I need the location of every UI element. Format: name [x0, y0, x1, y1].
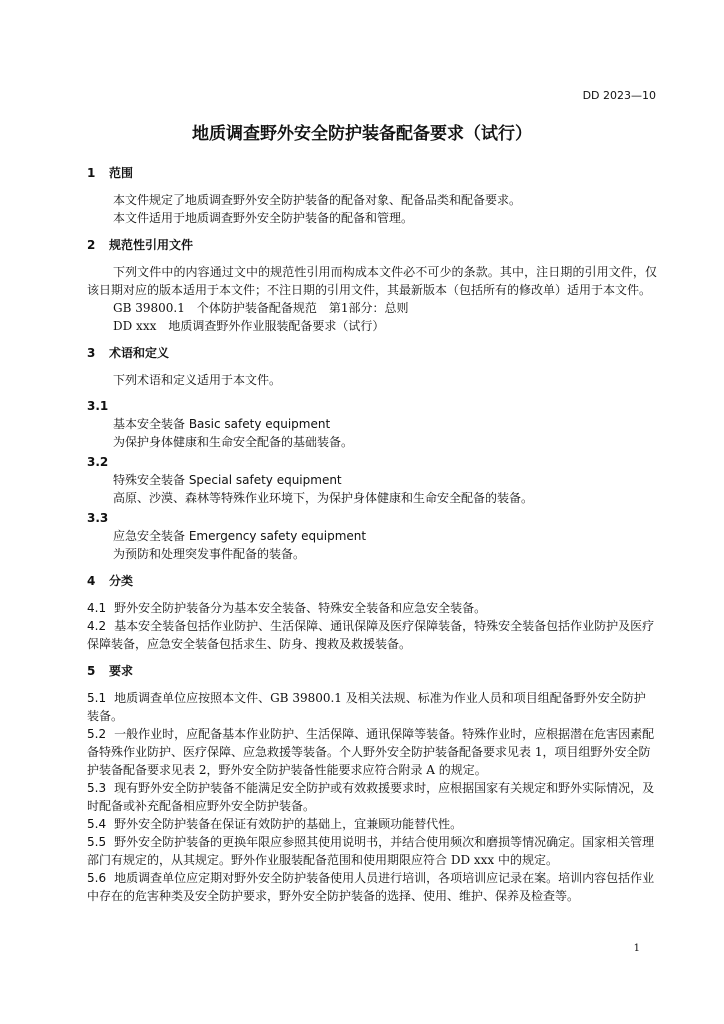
clause-text: 现有野外安全防护装备不能满足安全防护或有效救援要求时，应根据国家有关规定和野外实际情况，及时配备或补充配备相应野外安全防护装备。 — [87, 781, 655, 813]
term-number: 3.1 — [87, 399, 109, 413]
clause — [87, 869, 657, 905]
clause — [87, 815, 657, 833]
section-number: 3 — [87, 346, 96, 360]
reference-item: DD xxx 地质调查野外作业服装配备要求（试行） — [113, 319, 385, 333]
paragraph: 本文件规定了地质调查野外安全防护装备的配备对象、配备品类和配备要求。 — [113, 193, 522, 207]
clause — [87, 617, 657, 653]
section-heading-requirements — [87, 662, 657, 680]
clause-text: 野外安全防护装备分为基本安全装备、特殊安全装备和应急安全装备。 — [114, 601, 487, 615]
clause — [87, 725, 657, 779]
section-heading-scope — [87, 164, 657, 182]
term-number: 3.2 — [87, 455, 109, 469]
term-definition: 为保护身体健康和生命安全配备的基础装备。 — [113, 435, 354, 449]
page-number: 1 — [633, 943, 640, 954]
section-heading-classification — [87, 572, 657, 590]
term-name: 应急安全装备 Emergency safety equipment — [113, 529, 367, 543]
section-title: 分类 — [109, 574, 134, 588]
term-definition: 为预防和处理突发事件配备的装备。 — [113, 547, 306, 561]
clause-text: 一般作业时，应配备基本作业防护、生活保障、通讯保障等装备。特殊作业时，应根据潜在危害因素配备特殊作业防护、医疗保障、应急救援等装备。个人野外安全防护装备配备要求见表 1，项目组野外安全防护装备配备要求见表 2，野外安全防护装备性能要求应符合附录 A 的规定。 — [87, 727, 655, 777]
document-code: DD 2023—10 — [582, 89, 656, 102]
term-name: 特殊安全装备 Special safety equipment — [113, 473, 342, 487]
reference-item: GB 39800.1 个体防护装备配备规范 第1部分：总则 — [113, 301, 409, 315]
section-number: 5 — [87, 664, 96, 678]
clause — [87, 779, 657, 815]
clause-number: 5.3 — [87, 781, 107, 795]
clause-number: 5.4 — [87, 817, 107, 831]
section-title: 范围 — [109, 166, 134, 180]
clause-number: 4.2 — [87, 619, 107, 633]
term-number: 3.3 — [87, 511, 109, 525]
clause-number: 5.1 — [87, 691, 107, 705]
section-title: 要求 — [109, 664, 134, 678]
term-name: 基本安全装备 Basic safety equipment — [113, 417, 331, 431]
clause-text: 基本安全装备包括作业防护、生活保障、通讯保障及医疗保障装备，特殊安全装备包括作业防护及医疗保障装备，应急安全装备包括求生、防身、搜救及救援装备。 — [87, 619, 655, 651]
clause-number: 5.6 — [87, 871, 107, 885]
clause-number: 5.2 — [87, 727, 107, 741]
clause-text: 野外安全防护装备的更换年限应参照其使用说明书，并结合使用频次和磨损等情况确定。国家相关管理部门有规定的，从其规定。野外作业服装配备范围和使用期限应符合 DD xxx 中的规定。 — [87, 835, 655, 867]
clause-text: 地质调查单位应定期对野外安全防护装备使用人员进行培训，各项培训应记录在案。培训内容包括作业中存在的危害种类及安全防护要求，野外安全防护装备的选择、使用、维护、保养及检查等。 — [87, 871, 655, 903]
clause — [87, 599, 657, 617]
section-heading-references — [87, 236, 657, 254]
clause-text: 地质调查单位应按照本文件、GB 39800.1 及相关法规、标准为作业人员和项目组配备野外安全防护装备。 — [87, 691, 646, 723]
term-definition: 高原、沙漠、森林等特殊作业环境下，为保护身体健康和生命安全配备的装备。 — [113, 491, 534, 505]
clause-number: 5.5 — [87, 835, 107, 849]
clause — [87, 689, 657, 725]
section-heading-terms — [87, 344, 657, 362]
document-body — [87, 155, 657, 905]
section-number: 4 — [87, 574, 96, 588]
paragraph: 下列文件中的内容通过文中的规范性引用而构成本文件必不可少的条款。其中，注日期的引用文件，仅该日期对应的版本适用于本文件；不注日期的引用文件，其最新版本（包括所有的修改单）适用于本文件。 — [87, 265, 657, 297]
document-title: 地质调查野外安全防护装备配备要求（试行） — [192, 124, 532, 144]
clause — [87, 833, 657, 869]
paragraph: 本文件适用于地质调查野外安全防护装备的配备和管理。 — [113, 211, 414, 225]
clause-number: 4.1 — [87, 601, 107, 615]
section-number: 1 — [87, 166, 96, 180]
paragraph: 下列术语和定义适用于本文件。 — [113, 373, 282, 387]
section-title: 术语和定义 — [109, 346, 170, 360]
section-title: 规范性引用文件 — [109, 238, 194, 252]
clause-text: 野外安全防护装备在保证有效防护的基础上，宜兼顾功能替代性。 — [114, 817, 463, 831]
section-number: 2 — [87, 238, 96, 252]
